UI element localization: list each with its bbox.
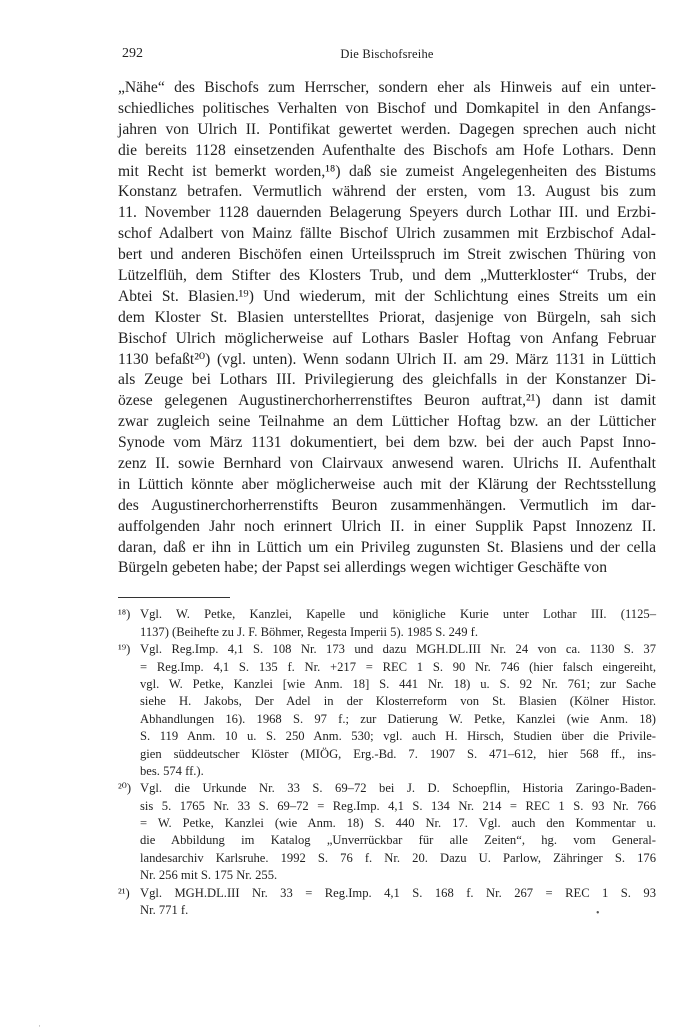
footnote-line: = W. Petke, Kanzlei (wie Anm. 18) S. 440 Nr. 17. Vgl. auch den Kommentar u. [140,816,656,831]
text-line: 11. November 1128 dauernden Belagerung Speyers durch Lothar III. und Erzbi- [118,204,656,222]
footnote-line: bes. 574 ff.). [140,763,204,778]
text-line: des Augustinerchorherrenstifts Beuron zusammenhängen. Vermutlich im dar- [118,496,656,514]
text-line: „Nähe“ des Bischofs zum Herrscher, sondern eher als Hinweis auf ein unter- [118,79,656,96]
footnote-line [118,606,656,623]
footnote-20 [118,780,656,884]
footnote-line: = Reg.Imp. 4,1 S. 135 f. Nr. +217 = REC 1 S. 90 Nr. 746 (hier falsch eingereiht, [140,659,656,674]
text-line: bert und anderen Bischöfen einen Urteilsspruch im Streit zwischen Thüring von [118,246,656,264]
text-line: Synode vom März 1131 dokumentiert, bei dem bzw. bei der auch Papst Inno- [118,434,656,452]
footnote-marker: ¹⁸) [118,607,131,622]
footnote-rule [118,597,230,598]
page-header [118,44,656,68]
page-number: 292 [122,46,143,61]
footnote-line: sis 5. 1765 Nr. 33 S. 69–72 = Reg.Imp. 4,1 S. 134 Nr. 214 = REC 1 S. 93 Nr. 766 [140,798,656,813]
footnote-marker: ¹⁹) [118,642,131,657]
footnote-text: Vgl. die Urkunde Nr. 33 S. 69–72 bei J. D. Schoepflin, Historia Zaringo-Baden- [140,781,656,796]
text-line: zenz II. sowie Bernhard von Clairvaux anwesend waren. Ulrichs II. Aufenthalt [118,455,656,473]
corner-mark: · [38,1021,41,1031]
scan-mark: • [596,908,600,919]
footnote-text: Vgl. Reg.Imp. 4,1 S. 108 Nr. 173 und dazu MGH.DL.III Nr. 24 von ca. 1130 S. 37 [140,642,656,657]
footnote-text: Vgl. W. Petke, Kanzlei, Kapelle und königliche Kurie unter Lothar III. (1125– [140,607,656,622]
footnote-line: die Abbildung im Katalog „Unverrückbar für alle Zeiten“, hg. vom General- [140,833,656,848]
footnotes [118,606,656,919]
text-line: Lützelflüh, dem Stifter des Klosters Trub, und dem „Mutterkloster“ Trubs, der [118,267,656,285]
footnote-marker: ²¹) [118,885,130,900]
text-line: Bischof Ulrich möglicherweise auf Lothars Basler Hoftag von Anfang Februar [118,329,656,347]
footnote-line: landesarchiv Karlsruhe. 1992 S. 76 f. Nr. 20. Dazu U. Parlow, Zähringer S. 176 [140,850,656,865]
footnote-line [118,780,656,797]
footnote-line [118,641,656,658]
footnote-line: gien süddeutscher Klöster (MIÖG, Erg.-Bd. 7. 1907 S. 471–612, hier 568 ff., ins- [140,746,656,761]
text-line: mit Recht ist bemerkt worden,¹⁸) daß sie zumeist Angelegenheiten des Bistums [118,162,656,180]
text-line: dem Kloster St. Blasien unterstelltes Priorat, dasjenige von Bürgeln, sah sich [118,308,656,326]
footnote-line: Nr. 256 mit S. 175 Nr. 255. [140,868,278,883]
footnote-line: S. 119 Anm. 10 u. S. 250 Anm. 530; vgl. auch H. Hirsch, Studien über die Privile- [140,729,656,744]
footnote-line: Nr. 771 f. [140,903,189,918]
text-line: daran, daß er ihn in Lüttich um ein Privileg zugunsten St. Blasiens und der cella [118,538,656,556]
text-line: auffolgenden Jahr noch erinnert Ulrich II. in einer Supplik Papst Innozenz II. [118,517,656,535]
text-line: jahren von Ulrich II. Pontifikat gewertet werden. Dagegen sprechen auch nicht [118,120,656,138]
footnote-text: Vgl. MGH.DL.III Nr. 33 = Reg.Imp. 4,1 S. 168 f. Nr. 267 = REC 1 S. 93 [140,885,656,900]
footnote-line: Abhandlungen 16). 1968 S. 97 f.; zur Datierung W. Petke, Kanzlei (wie Anm. 18) [140,711,656,726]
text-line: zwar zugleich seine Teilnahme an dem Lütticher Hoftag bzw. an der Lütticher [118,413,656,431]
footnote-line: vgl. W. Petke, Kanzlei [wie Anm. 18] S. 441 Nr. 18) u. S. 92 Nr. 761; zur Sache [140,676,656,691]
text-line: Bürgeln gebeten habe; der Papst sei allerdings wegen wichtiger Geschäfte von [118,559,608,577]
text-line: Abtei St. Blasien.¹⁹) Und wiederum, mit der Schlichtung eines Streits um ein [118,287,656,305]
footnote-marker: ²⁰) [118,781,132,796]
footnote-line: siehe H. Jakobs, Der Adel in der Klosterreform von St. Blasien (Kölner Histor. [140,694,656,709]
footnote-line: 1137) (Beihefte zu J. F. Böhmer, Regesta Imperii 5). 1985 S. 249 f. [140,624,478,639]
text-line: in Lüttich könnte aber möglicherweise auch mit der Klärung der Rechtsstellung [118,475,656,493]
footnote-21 [118,885,656,920]
text-line: schof Adalbert von Mainz fällte Bischof Ulrich zusammen mit Erzbischof Adal- [118,225,656,243]
footnote-18 [118,606,656,641]
text-line: als Zeuge bei Lothars III. Privilegierung des gleichfalls in der Konstanzer Di- [118,371,656,389]
footnote-19 [118,641,656,780]
text-line: özese gelegenen Augustinerchorherrenstiftes Beuron auftrat,²¹) dann ist damit [118,392,656,410]
book-page [118,44,656,919]
text-line: schiedliches politisches Verhalten von Bischof und Domkapitel in den Anfangs- [118,99,656,117]
main-text [118,78,656,579]
footnote-line [118,885,656,902]
text-line: die bereits 1128 einsetzenden Aufenthalte des Bischofs am Hofe Lothars. Denn [118,141,656,159]
text-line: Konstanz betrafen. Vermutlich während der ersten, vom 13. August bis zum [118,183,656,201]
running-head: Die Bischofsreihe [340,47,434,61]
text-line: 1130 befaßt²⁰) (vgl. unten). Wenn sodann Ulrich II. am 29. März 1131 in Lüttich [118,350,656,368]
